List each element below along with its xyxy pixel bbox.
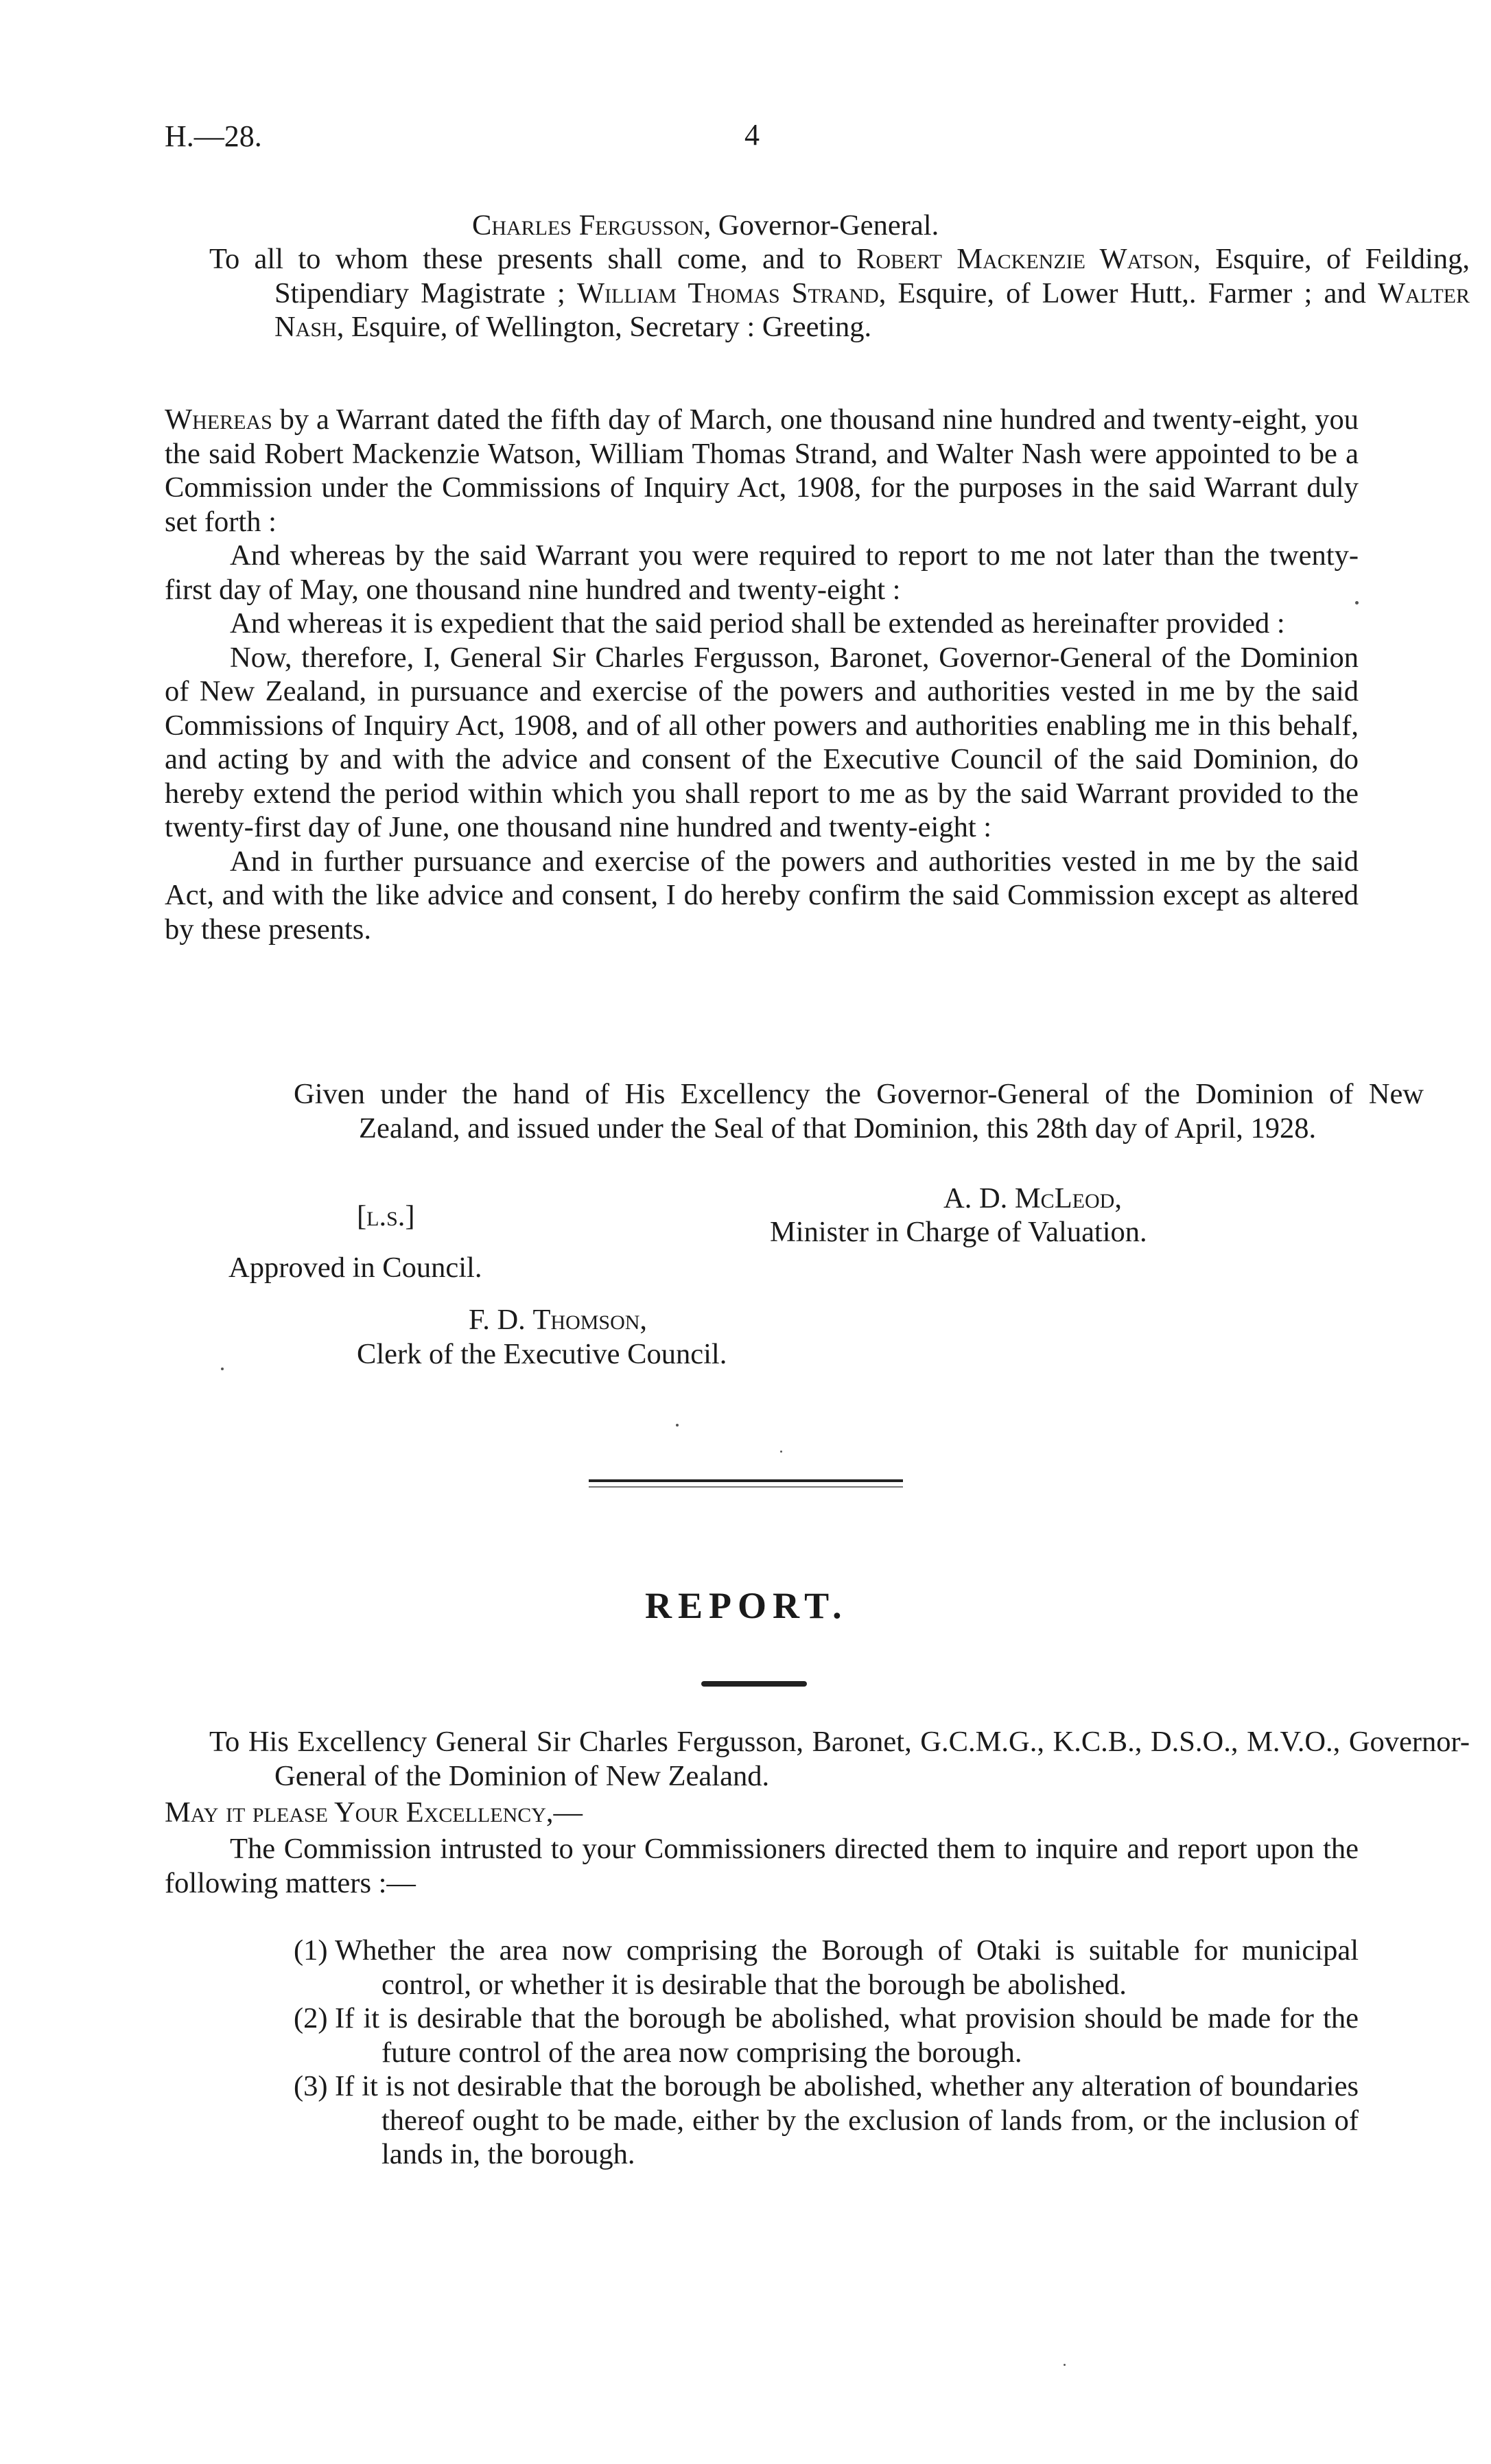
whereas-paragraph: [165, 403, 1359, 539]
report-addressee: To His Excellency General Sir Charles Fergusson, Baronet, G.C.M.G., K.C.B., D.S.O., M.V.O., Governor-General of the Dominion of New Zealand.: [209, 1726, 1470, 1792]
seal-mark: [357, 1199, 415, 1234]
list-item-text: Whether the area now comprising the Borough of Otaki is suitable for municipal control, or whether it is desirable that the borough be abolished.: [335, 1934, 1359, 2001]
clerk-title: Clerk of the Executive Council.: [357, 1338, 727, 1370]
whereas-lead: Whereas: [165, 403, 272, 436]
address-text-3: , Esquire, of Lower Hutt,. Farmer ; and: [878, 277, 1378, 309]
approved-in-council: Approved in Council.: [228, 1252, 482, 1284]
matters-list: [294, 1934, 1359, 2172]
list-item-text: If it is desirable that the borough be abolished, what provision should be made for the future control of the area now comprising the borough.: [335, 2002, 1359, 2069]
list-item: [294, 1934, 1359, 2002]
report-heading: REPORT.: [645, 1585, 848, 1626]
commission-body: [165, 403, 1359, 946]
section-divider-secondary: [589, 1486, 903, 1488]
commission-address: [165, 242, 1470, 344]
minister-comma: ,: [1114, 1182, 1122, 1215]
print-speck: [1064, 2364, 1066, 2366]
seal-text: [l.s.]: [357, 1200, 415, 1232]
section-divider: [589, 1479, 903, 1482]
minister-initials: A. D.: [943, 1182, 1015, 1215]
governor-title: , Governor-General.: [703, 209, 939, 242]
report-salutation: May it please Your Excellency,—: [165, 1796, 583, 1829]
list-item-number: (1): [294, 1934, 328, 1967]
list-item: [294, 2069, 1359, 2172]
print-speck: [676, 1424, 679, 1427]
list-item-number: (3): [294, 2070, 328, 2102]
address-text-4: , Esquire, of Wellington, Secretary : Greeting.: [336, 311, 872, 343]
address-name-watson: Robert Mackenzie Watson: [856, 243, 1194, 275]
print-speck: [221, 1368, 224, 1370]
list-item: [294, 2002, 1359, 2069]
clerk-comma: ,: [639, 1304, 648, 1336]
address-text-2: , Esquire, of Feilding, Stipendiary Magistrate ;: [274, 243, 1470, 309]
whereas-text: by a Warrant dated the fifth day of March, one thousand nine hundred and twenty-eight, you the said Robert Mackenzie Watson, William Thomas Strand, and Walter Nash were appointed to be a Commission under the Commissions of Inquiry Act, 1908, for the purposes in the said Warrant duly set forth :: [165, 403, 1359, 538]
address-name-nash: Walter Nash: [274, 277, 1470, 343]
clerk-surname: Thomson: [532, 1304, 640, 1336]
paragraph-report-deadline: And whereas by the said Warrant you were required to report to me not later than the twenty-first day of May, one thousand nine hundred and twenty-eight :: [165, 539, 1359, 606]
report-intro: The Commission intrusted to your Commissioners directed them to inquire and report upon the following matters :—: [165, 1833, 1359, 1899]
clerk-initials: F. D.: [469, 1304, 533, 1336]
print-speck: [1355, 601, 1359, 605]
paragraph-confirmation: And in further pursuance and exercise of the powers and authorities vested in me by the said Act, and with the like advice and consent, I do hereby confirm the said Commission except as altered by these presents.: [165, 845, 1359, 946]
minister-surname: McLeod: [1014, 1182, 1115, 1215]
address-name-strand: William Thomas Strand: [576, 277, 879, 309]
address-text-1: To all to whom these presents shall come, and to: [209, 243, 857, 275]
page-reference: H.—28.: [165, 119, 262, 153]
minister-title: Minister in Charge of Valuation.: [770, 1216, 1147, 1248]
governor-name: Charles Fergusson: [472, 209, 704, 242]
list-item-number: (2): [294, 2002, 328, 2034]
heading-underline: [701, 1681, 807, 1687]
page-number: 4: [744, 118, 760, 152]
paragraph-extension-expedient: And whereas it is expedient that the said period shall be extended as hereinafter provided :: [230, 607, 1285, 640]
governor-line: [472, 209, 939, 243]
paragraph-now-therefore: Now, therefore, I, General Sir Charles Fergusson, Baronet, Governor-General of the Dominion of New Zealand, in pursuance and exercise of the powers and authorities vested in me by the said Commissions of Inquiry Act, 1908, and of all other powers and authorities enabling me in this behalf, and acting by and with the advice and consent of the Executive Council of the said Dominion, do hereby extend the period within which you shall report to me as by the said Warrant provided to the twenty-first day of June, one thousand nine hundred and twenty-eight :: [165, 641, 1359, 843]
given-under-hand: Given under the hand of His Excellency the Governor-General of the Dominion of New Zealand, and issued under the Seal of that Dominion, this 28th day of April, 1928.: [294, 1078, 1424, 1145]
print-speck: [780, 1451, 782, 1453]
list-item-text: If it is not desirable that the borough be abolished, whether any alteration of boundaries thereof ought to be made, either by the exclusion of lands from, or the inclusion of lands in, the borough.: [335, 2070, 1359, 2170]
clerk-signature: [469, 1303, 647, 1337]
minister-signature: [943, 1182, 1122, 1216]
